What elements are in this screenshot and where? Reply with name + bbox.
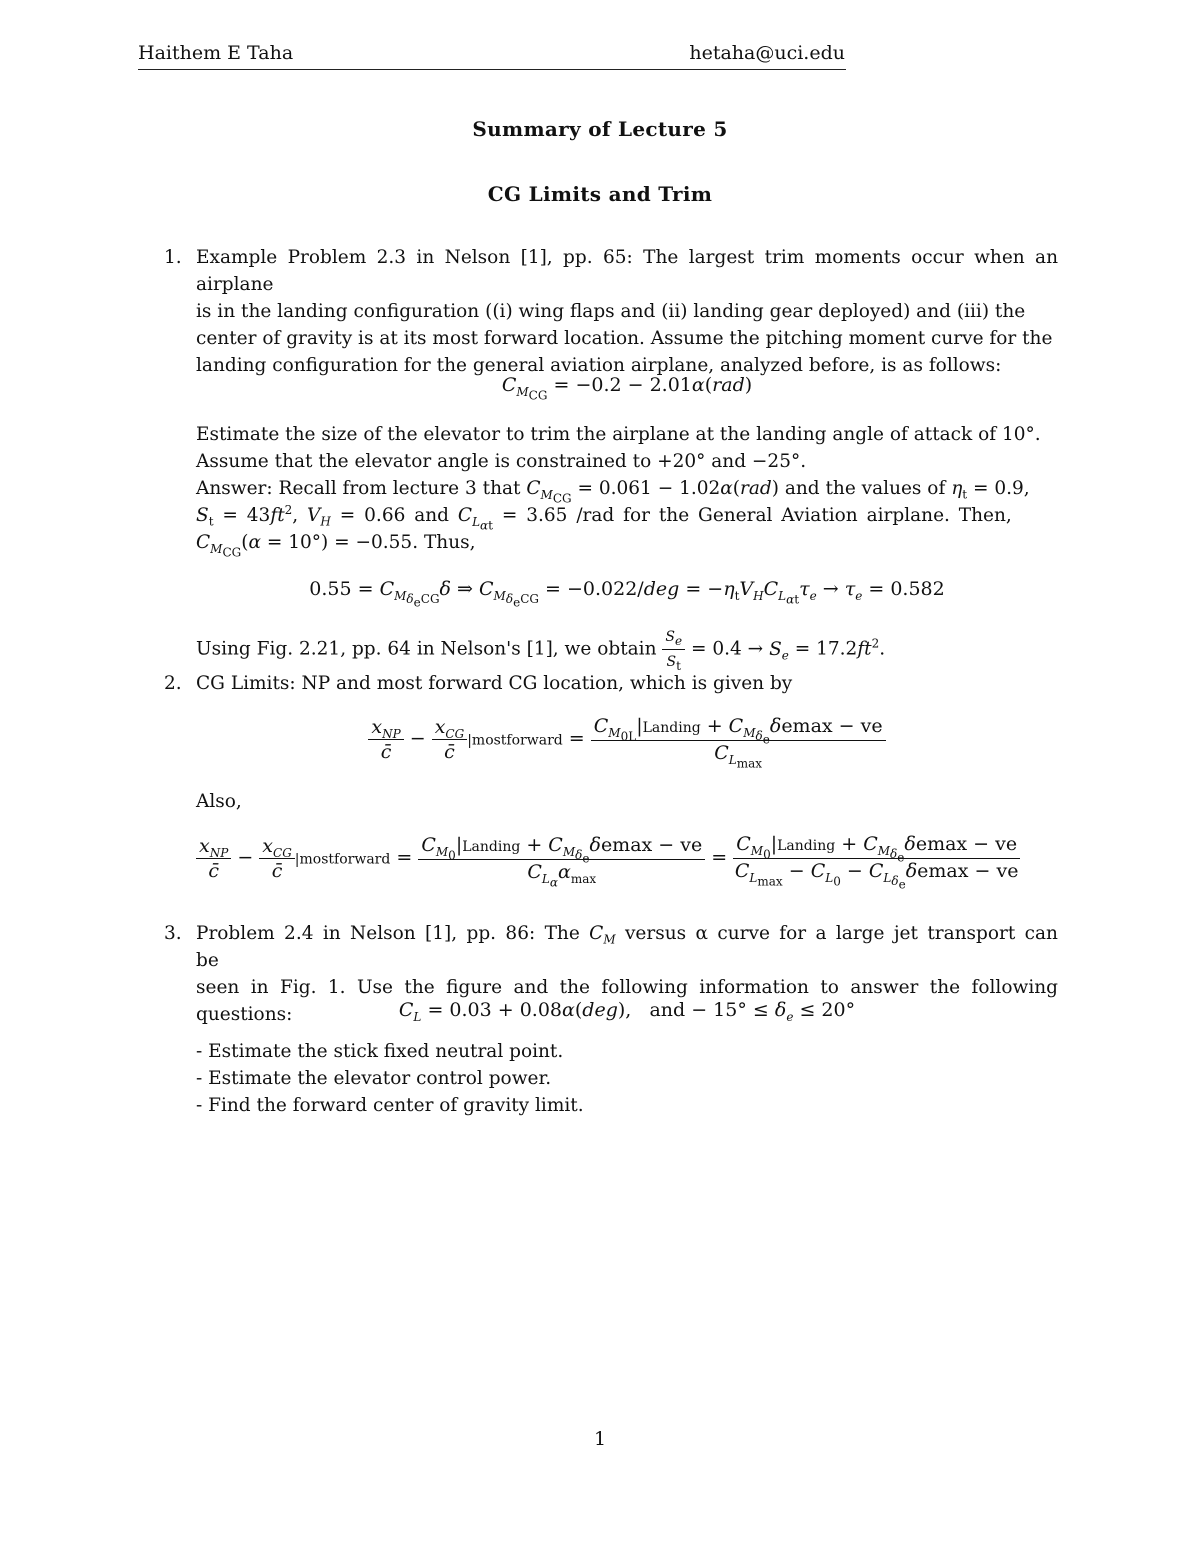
item-1-paragraph: Example Problem 2.3 in Nelson [1], pp. 65: The largest trim moments occur when an airplane is in the landing configuration ((i) wing flaps and (ii) landing gear deployed) and (iii) the center of gravity is at its most forward location. Assume the pitching moment curve for the landing configuration for the general aviation airplane, analyzed before, is as follows: [196,247,1058,376]
item-1-estimate: Estimate the size of the elevator to trim the airplane at the landing angle of attack of 10°. Assume that the elevator angle is constrained to +20° and −25°. [196,424,1041,472]
summary-title: Summary of Lecture 5 [472,117,728,141]
list-item: - Estimate the stick fixed neutral point. [196,1041,564,1062]
item-2-number: 2. [164,673,182,694]
equation-cm-cg-landing: $C_{M_{CG}} = -0.2 - 2.01\alpha(rad)$ [501,374,753,403]
topic-title: CG Limits and Trim [487,182,713,206]
list-item: - Find the forward center of gravity limit. [196,1095,584,1116]
item-1-answer: Answer: Recall from lecture 3 that $C_{M_{CG}} = 0.061 - 1.02\alpha(rad)$ and the values of $\eta_t = 0.9$, $S_t = 43ft^2$, $V_H = 0.66$ and $C_{L_{\alpha t}} = 3.65$ /rad for the General Aviation airplane. Then, $C_{M_{CG}}(\alpha = 10^\circ) = -0.55$. Thus, [196,478,1030,560]
header-rule [138,69,846,70]
item-3-paragraph: Problem 2.4 in Nelson [1], pp. 86: The $C_M$ versus α curve for a large jet transport can be seen in Fig. 1. Use the figure and the following information to answer the following questions: [196,923,1058,1025]
page-number: 1 [593,1428,607,1450]
equation-lift-curve: $C_L = 0.03 + 0.08\alpha(deg)$, and − $15^\circ \le \delta_e \le 20^\circ$ [398,999,856,1024]
item-3-number: 3. [164,923,182,944]
header-email: hetaha@uci.edu [689,42,845,64]
list-item: - Estimate the elevator control power. [196,1068,552,1089]
header-author: Haithem E Taha [138,42,294,64]
item-1-number: 1. [164,247,182,268]
item-2-also: Also, [196,791,242,812]
equation-cg-limit-1: $\frac{x_{NP}}{c̄}$ − $\frac{x_{CG}}{c̄}$ |mostforward = $\frac{C_{M_{0L}}|Landing + C_{M_{\delta_e}}\delta emax - ve}{C_{L_{max}}}$ [196,714,1058,765]
item-3-questions [196,1038,1058,1119]
item-1-figure-result: Using Fig. 2.21, pp. 64 in Nelson's [1], we obtain $\frac{S_e}{S_t}$ = $0.4 \to S_e = 17.2ft^2$. [196,625,1058,674]
equation-elevator-effectiveness: $0.55 = C_{M_{\delta_eCG}}\delta$ ⇒ $C_{M_{\delta_eCG}} = -0.022/deg = -\eta_tV_HC_{L_{\alpha t}}\tau_e \to \tau_e = 0.582$ [309,578,945,610]
equation-cg-limit-2: $\frac{x_{NP}}{c̄}$ − $\frac{x_{CG}}{c̄}$ |mostforward = $\frac{C_{M_0}|Landing + C_{M_{\delta_e}}\delta emax - ve}{C_{L_\alpha}\alpha_{max}}$ = $\frac{C_{M_0}|Landing + C_{M_{\delta_e}}\delta emax - ve}{C_{L_{max}} - C_{L_0} - C_{L_{\delta_e}}\delta emax - ve}$ [196,832,1058,885]
item-2-intro: CG Limits: NP and most forward CG location, which is given by [196,673,793,694]
